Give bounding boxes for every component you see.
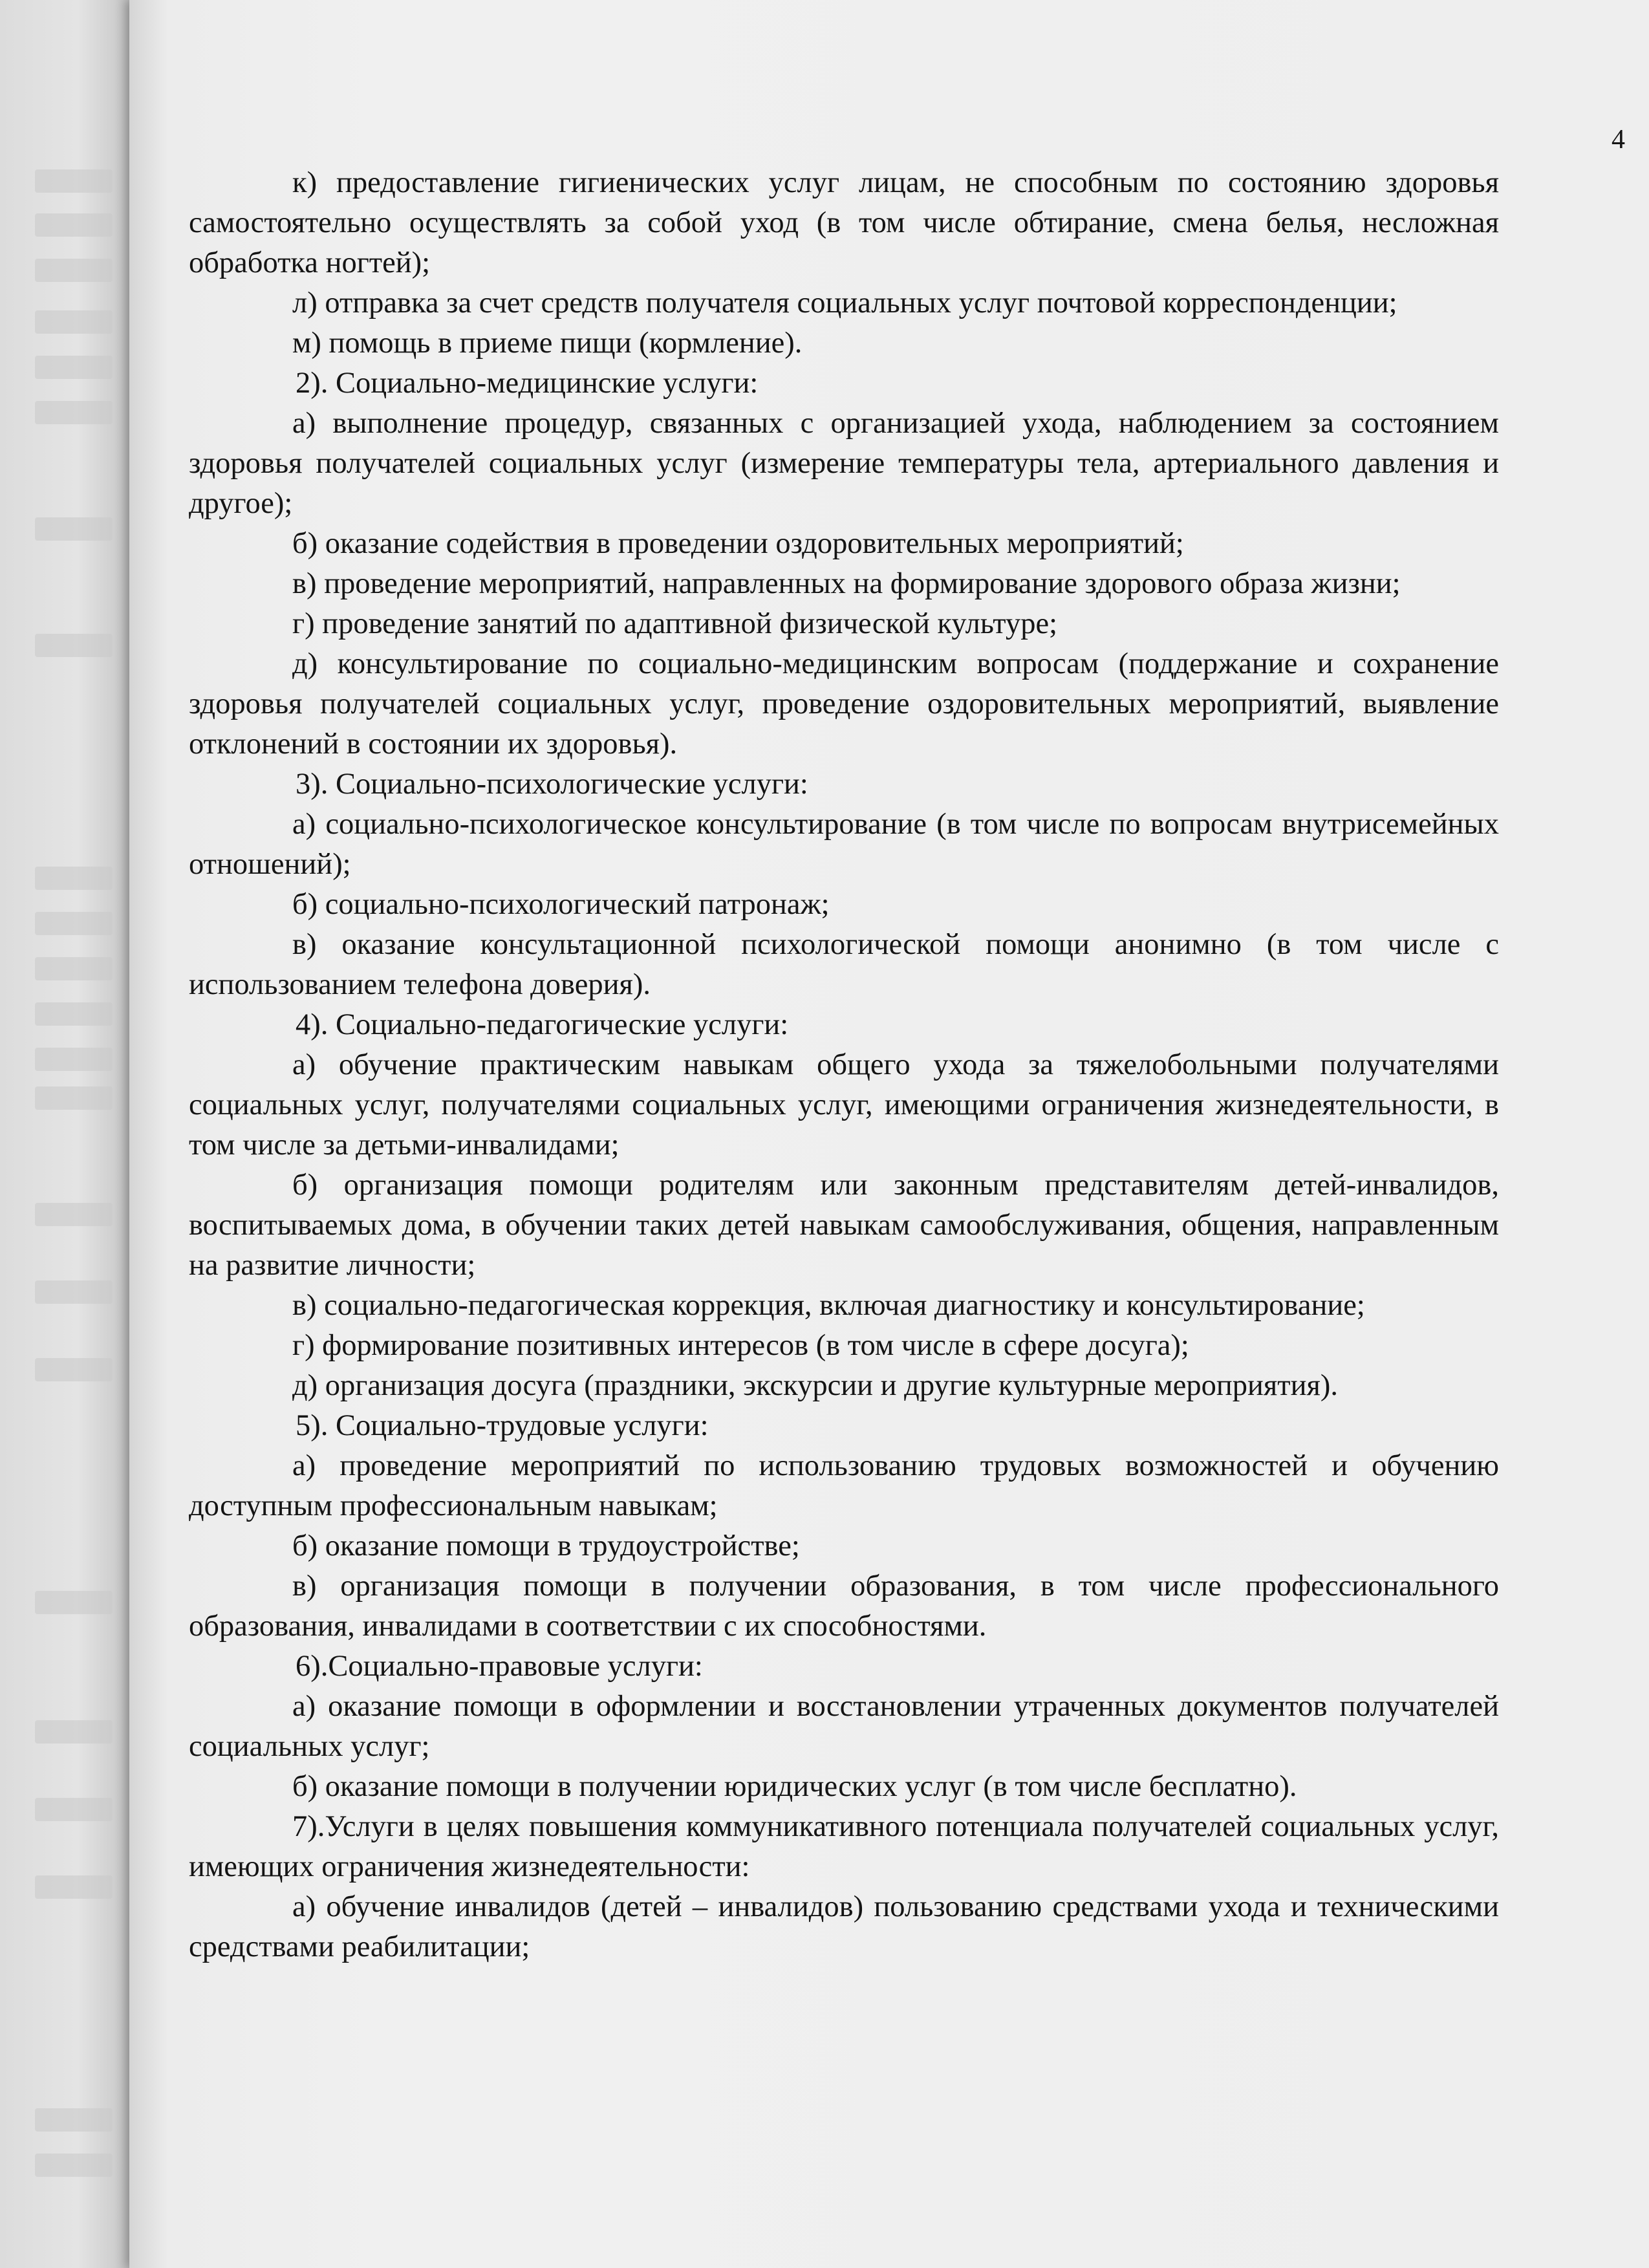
list-item-2d: д) консультирование по социально-медицинским вопросам (поддержание и сохранение здоровья получателей социальных услуг, проведение оздоровительных мероприятий, выявление отклонений в состоянии их здоровья). xyxy=(189,647,1499,761)
bleed-through-text xyxy=(35,2154,113,2177)
list-item-2v: в) проведение мероприятий, направленных на формирование здорового образа жизни; xyxy=(292,567,1401,600)
previous-page-edge xyxy=(0,0,129,2268)
bleed-through-text xyxy=(35,356,113,379)
list-item-4a: а) обучение практическим навыкам общего ухода за тяжелобольными получателями социальных услуг, получателями социальных услуг, имеющими ограничения жизнедеятельности, в том числе за детьми-инвалидами; xyxy=(189,1048,1499,1161)
bleed-through-text xyxy=(35,169,113,193)
list-item-4b: б) организация помощи родителям или законным представителям детей-инвалидов, воспитываемых дома, в обучении таких детей навыкам самообслуживания, общения, направленным на развитие личности; xyxy=(189,1169,1499,1282)
bleed-through-text xyxy=(35,957,113,980)
list-item-7a: а) обучение инвалидов (детей – инвалидов) пользованию средствами ухода и техническими средствами реабилитации; xyxy=(189,1890,1499,1963)
section-heading-7: 7).Услуги в целях повышения коммуникативного потенциала получателей социальных услуг, имеющих ограничения жизнедеятельности: xyxy=(189,1810,1499,1883)
bleed-through-text xyxy=(35,1203,113,1226)
list-item-2b: б) оказание содействия в проведении оздоровительных мероприятий; xyxy=(292,527,1184,560)
bleed-through-text xyxy=(35,2108,113,2132)
bleed-through-text xyxy=(35,1720,113,1744)
bleed-through-text xyxy=(35,867,113,890)
bleed-through-text xyxy=(35,401,113,424)
section-heading-3: 3). Социально-психологические услуги: xyxy=(296,768,808,801)
bleed-through-text xyxy=(35,1591,113,1614)
page-number: 4 xyxy=(1611,125,1625,155)
bleed-through-text xyxy=(35,310,113,334)
list-item-5b: б) оказание помощи в трудоустройстве; xyxy=(292,1529,800,1562)
list-item-3b: б) социально-психологический патронаж; xyxy=(292,888,830,921)
bleed-through-text xyxy=(35,1798,113,1821)
bleed-through-text xyxy=(35,517,113,541)
list-item-k: к) предоставление гигиенических услуг лицам, не способным по состоянию здоровья самостоятельно осуществлять за собой уход (в том числе обтирание, смена белья, несложная обработка ногтей); xyxy=(189,166,1499,279)
list-item-2a: а) выполнение процедур, связанных с организацией ухода, наблюдением за состоянием здоровья получателей социальных услуг (измерение температуры тела, артериального давления и другое); xyxy=(189,407,1499,520)
bleed-through-text xyxy=(35,1048,113,1071)
list-item-2g: г) проведение занятий по адаптивной физической культуре; xyxy=(292,607,1058,640)
document-body xyxy=(189,163,1499,1967)
section-heading-4: 4). Социально-педагогические услуги: xyxy=(296,1008,789,1041)
list-item-3v: в) оказание консультационной психологической помощи анонимно (в том числе с использованием телефона доверия). xyxy=(189,928,1499,1001)
bleed-through-text xyxy=(35,1875,113,1899)
section-heading-6: 6).Социально-правовые услуги: xyxy=(296,1650,703,1683)
list-item-6a: а) оказание помощи в оформлении и восстановлении утраченных документов получателей социальных услуг; xyxy=(189,1690,1499,1763)
list-item-3a: а) социально-психологическое консультирование (в том числе по вопросам внутрисемейных отношений); xyxy=(189,808,1499,881)
list-item-4d: д) организация досуга (праздники, экскурсии и другие культурные мероприятия). xyxy=(292,1369,1338,1402)
bleed-through-text xyxy=(35,213,113,237)
bleed-through-text xyxy=(35,1086,113,1110)
list-item-l: л) отправка за счет средств получателя социальных услуг почтовой корреспонденции; xyxy=(292,286,1397,319)
list-item-5v: в) организация помощи в получении образования, в том числе профессионального образования, инвалидами в соответствии с их способностями. xyxy=(189,1570,1499,1643)
bleed-through-text xyxy=(35,1280,113,1304)
list-item-4v: в) социально-педагогическая коррекция, включая диагностику и консультирование; xyxy=(292,1289,1365,1322)
list-item-4g: г) формирование позитивных интересов (в том числе в сфере досуга); xyxy=(292,1329,1189,1362)
bleed-through-text xyxy=(35,1002,113,1026)
bleed-through-text xyxy=(35,1358,113,1381)
bleed-through-text xyxy=(35,634,113,657)
section-heading-5: 5). Социально-трудовые услуги: xyxy=(296,1409,709,1442)
bleed-through-text xyxy=(35,259,113,282)
section-heading-2: 2). Социально-медицинские услуги: xyxy=(296,367,759,400)
list-item-6b: б) оказание помощи в получении юридических услуг (в том числе бесплатно). xyxy=(292,1770,1297,1803)
list-item-5a: а) проведение мероприятий по использованию трудовых возможностей и обучению доступным профессиональным навыкам; xyxy=(189,1449,1499,1522)
list-item-m: м) помощь в приеме пищи (кормление). xyxy=(292,327,803,360)
bleed-through-text xyxy=(35,912,113,935)
